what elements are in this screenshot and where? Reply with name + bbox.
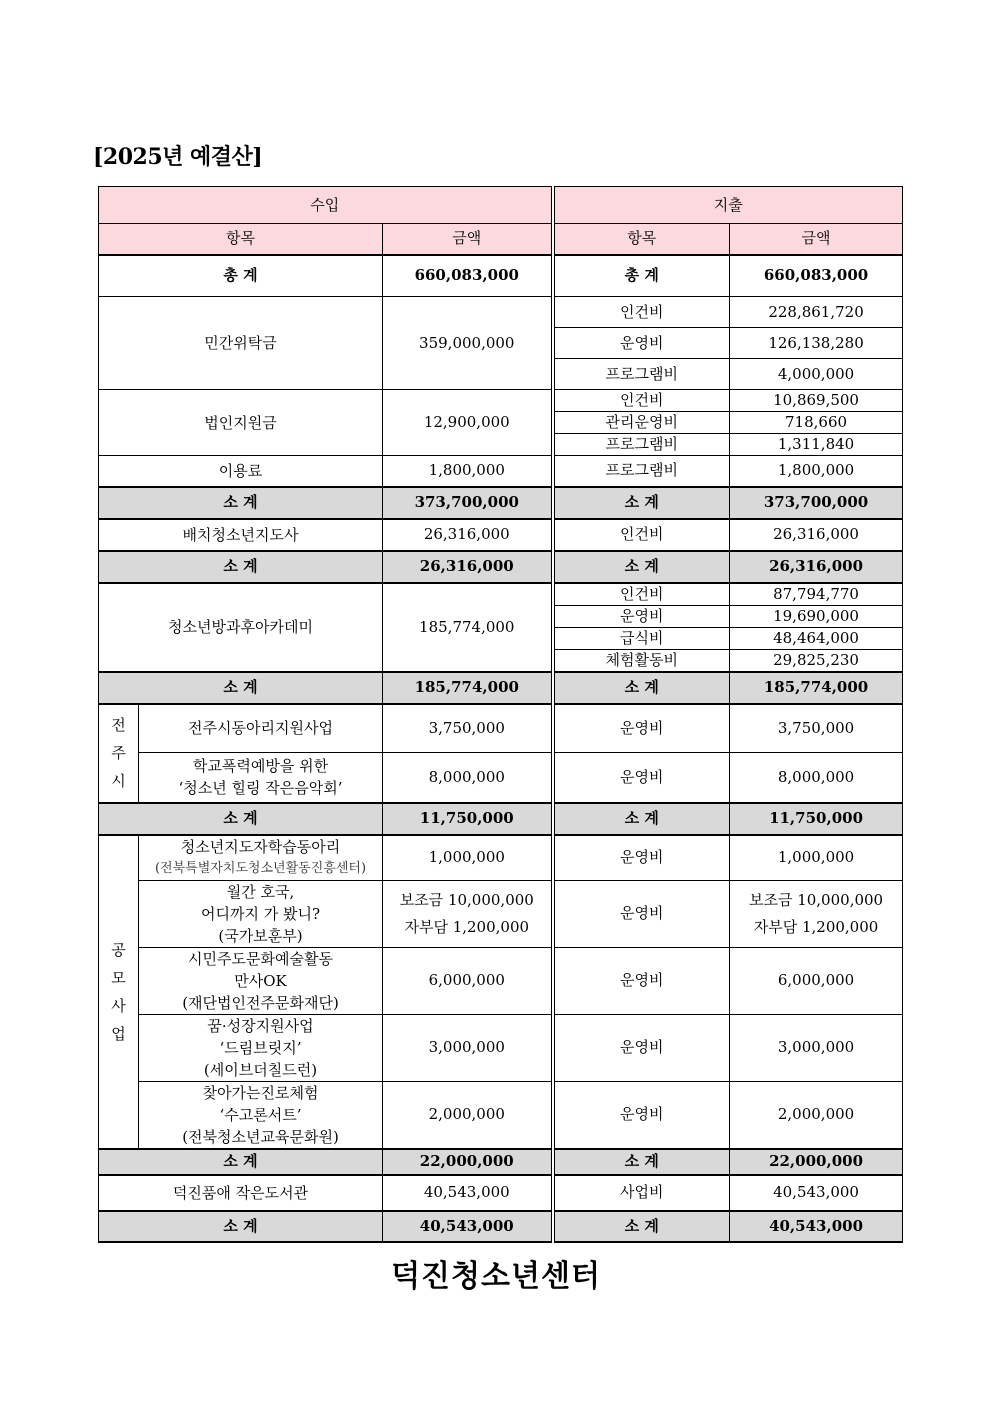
- expense-item: 인건비: [553, 390, 730, 412]
- group-label-text: 전 주 시: [111, 716, 126, 790]
- income-item-header: 항목: [99, 224, 383, 255]
- income-item-line: 꿈·성장지원사업: [207, 1016, 314, 1035]
- income-item-line: ‘청소년 힐링 작은음악회’: [178, 779, 343, 798]
- expense-amount: 40,543,000: [730, 1175, 903, 1211]
- expense-amount: 3,000,000: [730, 1014, 903, 1081]
- expense-amount: 126,138,280: [730, 328, 903, 359]
- header-row-sub: [99, 224, 903, 255]
- table-row: [99, 704, 903, 753]
- subtotal-label: 소 계: [99, 1211, 383, 1242]
- subtotal-income: 373,700,000: [383, 487, 553, 519]
- subtotal-label: 소 계: [553, 1149, 730, 1175]
- income-item: 민간위탁금: [99, 297, 383, 390]
- expense-amount: 87,794,770: [730, 583, 903, 606]
- expense-amount: 228,861,720: [730, 297, 903, 328]
- income-item: [139, 835, 383, 881]
- expense-item: 운영비: [553, 1014, 730, 1081]
- subtotal-label: 소 계: [553, 672, 730, 704]
- expense-amount: 2,000,000: [730, 1081, 903, 1149]
- table-row: [99, 519, 903, 551]
- expense-amount: 29,825,230: [730, 649, 903, 672]
- subtotal-label: 소 계: [99, 803, 383, 835]
- subtotal-label: 소 계: [553, 803, 730, 835]
- subtotal-income: 26,316,000: [383, 551, 553, 583]
- expense-item: 급식비: [553, 627, 730, 649]
- total-income-amount: 660,083,000: [383, 255, 553, 297]
- subtotal-income: 40,543,000: [383, 1211, 553, 1242]
- income-item-line: (재단법인전주문화재단): [182, 993, 339, 1012]
- income-item: [139, 1014, 383, 1081]
- income-amount: 26,316,000: [383, 519, 553, 551]
- expense-amount: [730, 880, 903, 947]
- budget-table: [98, 186, 903, 1243]
- expense-item: 운영비: [553, 947, 730, 1014]
- subtotal-income: 11,750,000: [383, 803, 553, 835]
- expense-amount: 1,311,840: [730, 434, 903, 456]
- income-amount: 3,000,000: [383, 1014, 553, 1081]
- subtotal-label: 소 계: [553, 1211, 730, 1242]
- subtotal-expense: 11,750,000: [730, 803, 903, 835]
- income-item: [139, 1081, 383, 1149]
- income-amount: 8,000,000: [383, 753, 553, 803]
- expense-item: 운영비: [553, 605, 730, 627]
- expense-amount: 26,316,000: [730, 519, 903, 551]
- income-item-line: (국가보훈부): [218, 926, 303, 945]
- income-amount-line: 자부담 1,200,000: [404, 917, 530, 936]
- expense-item: 인건비: [553, 583, 730, 606]
- expense-amount: 48,464,000: [730, 627, 903, 649]
- income-amount: 12,900,000: [383, 390, 553, 456]
- subtotal-label: 소 계: [99, 551, 383, 583]
- subtotal-expense: 26,316,000: [730, 551, 903, 583]
- table-row: [99, 583, 903, 606]
- subtotal-label: 소 계: [553, 487, 730, 519]
- group-label-text: 공 모 사 업: [111, 940, 126, 1043]
- income-item: 법인지원금: [99, 390, 383, 456]
- expense-item: 인건비: [553, 297, 730, 328]
- income-item-note: (전북특별자치도청소년활동진흥센터): [154, 860, 367, 876]
- total-expense-label: 총 계: [553, 255, 730, 297]
- expense-amount: 718,660: [730, 412, 903, 434]
- table-row: [99, 390, 903, 412]
- subtotal-expense: 185,774,000: [730, 672, 903, 704]
- subtotal-expense: 373,700,000: [730, 487, 903, 519]
- expense-item: 운영비: [553, 1081, 730, 1149]
- page-title: [2025년 예결산]: [93, 144, 263, 170]
- income-item: 배치청소년지도사: [99, 519, 383, 551]
- income-item-line: 만사OK: [234, 971, 287, 990]
- income-item: 이용료: [99, 456, 383, 487]
- subtotal-row: [99, 487, 903, 519]
- income-amount: 359,000,000: [383, 297, 553, 390]
- expense-item: 운영비: [553, 880, 730, 947]
- expense-amount: 19,690,000: [730, 605, 903, 627]
- income-amount: 6,000,000: [383, 947, 553, 1014]
- income-item: 청소년방과후아카데미: [99, 583, 383, 672]
- subtotal-expense: 40,543,000: [730, 1211, 903, 1242]
- group-label: [99, 704, 139, 803]
- income-item-line: 찾아가는진로체험: [202, 1083, 319, 1102]
- table-row: [99, 835, 903, 881]
- income-amount: 3,750,000: [383, 704, 553, 753]
- income-item: [139, 947, 383, 1014]
- subtotal-income: 22,000,000: [383, 1149, 553, 1175]
- subtotal-row: [99, 803, 903, 835]
- total-row: [99, 255, 903, 297]
- expense-item: 운영비: [553, 835, 730, 881]
- income-item-line: ‘드림브릿지’: [219, 1038, 302, 1057]
- subtotal-row: [99, 1211, 903, 1242]
- expense-item: 운영비: [553, 704, 730, 753]
- income-amount: 1,000,000: [383, 835, 553, 881]
- income-amount: 1,800,000: [383, 456, 553, 487]
- subtotal-row: [99, 672, 903, 704]
- expense-item: 프로그램비: [553, 434, 730, 456]
- income-item-line: (전북청소년교육문화원): [182, 1127, 339, 1146]
- header-row-main: [99, 187, 903, 224]
- expense-item: 프로그램비: [553, 359, 730, 390]
- income-amount: 40,543,000: [383, 1175, 553, 1211]
- income-item-line: ‘수고론서트’: [219, 1105, 302, 1124]
- income-item-line: 시민주도문화예술활동: [188, 949, 333, 968]
- expense-amount-line: 자부담 1,200,000: [753, 917, 879, 936]
- expense-amount-line: 보조금 10,000,000: [748, 890, 884, 909]
- subtotal-label: 소 계: [99, 487, 383, 519]
- table-row: [99, 1081, 903, 1149]
- table-row: [99, 880, 903, 947]
- table-row: [99, 753, 903, 803]
- expense-item: 운영비: [553, 753, 730, 803]
- income-item-line: 학교폭력예방을 위한: [192, 757, 329, 776]
- total-expense-amount: 660,083,000: [730, 255, 903, 297]
- income-amount-line: 보조금 10,000,000: [399, 890, 534, 909]
- subtotal-label: 소 계: [553, 551, 730, 583]
- income-item: [139, 880, 383, 947]
- expense-item: 인건비: [553, 519, 730, 551]
- total-label: 총 계: [99, 255, 383, 297]
- expense-amount: 3,750,000: [730, 704, 903, 753]
- expense-amount-header: 금액: [730, 224, 903, 255]
- expense-amount: 10,869,500: [730, 390, 903, 412]
- income-item: [139, 753, 383, 803]
- income-amount: [383, 880, 553, 947]
- table-row: [99, 947, 903, 1014]
- income-item: 전주시동아리지원사업: [139, 704, 383, 753]
- income-amount: 185,774,000: [383, 583, 553, 672]
- income-item-line: 월간 호국,: [226, 882, 295, 901]
- expense-amount: 4,000,000: [730, 359, 903, 390]
- expense-item: 운영비: [553, 328, 730, 359]
- subtotal-row: [99, 551, 903, 583]
- organization-name: 덕진청소년센터: [391, 1259, 601, 1294]
- income-item-line: 어디까지 가 봤니?: [200, 904, 320, 923]
- expense-amount: 1,800,000: [730, 456, 903, 487]
- subtotal-income: 185,774,000: [383, 672, 553, 704]
- subtotal-expense: 22,000,000: [730, 1149, 903, 1175]
- expense-item: 체험활동비: [553, 649, 730, 672]
- income-item-line: (세이브더칠드런): [203, 1060, 318, 1079]
- group-label: [99, 835, 139, 1149]
- expense-item-header: 항목: [553, 224, 730, 255]
- subtotal-label: 소 계: [99, 672, 383, 704]
- table-row: [99, 297, 903, 328]
- table-row: [99, 456, 903, 487]
- income-item-line: 청소년지도자학습동아리: [180, 837, 341, 856]
- subtotal-label: 소 계: [99, 1149, 383, 1175]
- income-amount: 2,000,000: [383, 1081, 553, 1149]
- expense-amount: 8,000,000: [730, 753, 903, 803]
- expense-amount: 1,000,000: [730, 835, 903, 881]
- income-amount-header: 금액: [383, 224, 553, 255]
- expense-item: 관리운영비: [553, 412, 730, 434]
- expense-amount: 6,000,000: [730, 947, 903, 1014]
- expense-item: 사업비: [553, 1175, 730, 1211]
- expense-header: 지출: [553, 187, 903, 224]
- income-item: 덕진품애 작은도서관: [99, 1175, 383, 1211]
- subtotal-row: [99, 1149, 903, 1175]
- table-row: [99, 1175, 903, 1211]
- income-header: 수입: [99, 187, 553, 224]
- expense-item: 프로그램비: [553, 456, 730, 487]
- table-row: [99, 1014, 903, 1081]
